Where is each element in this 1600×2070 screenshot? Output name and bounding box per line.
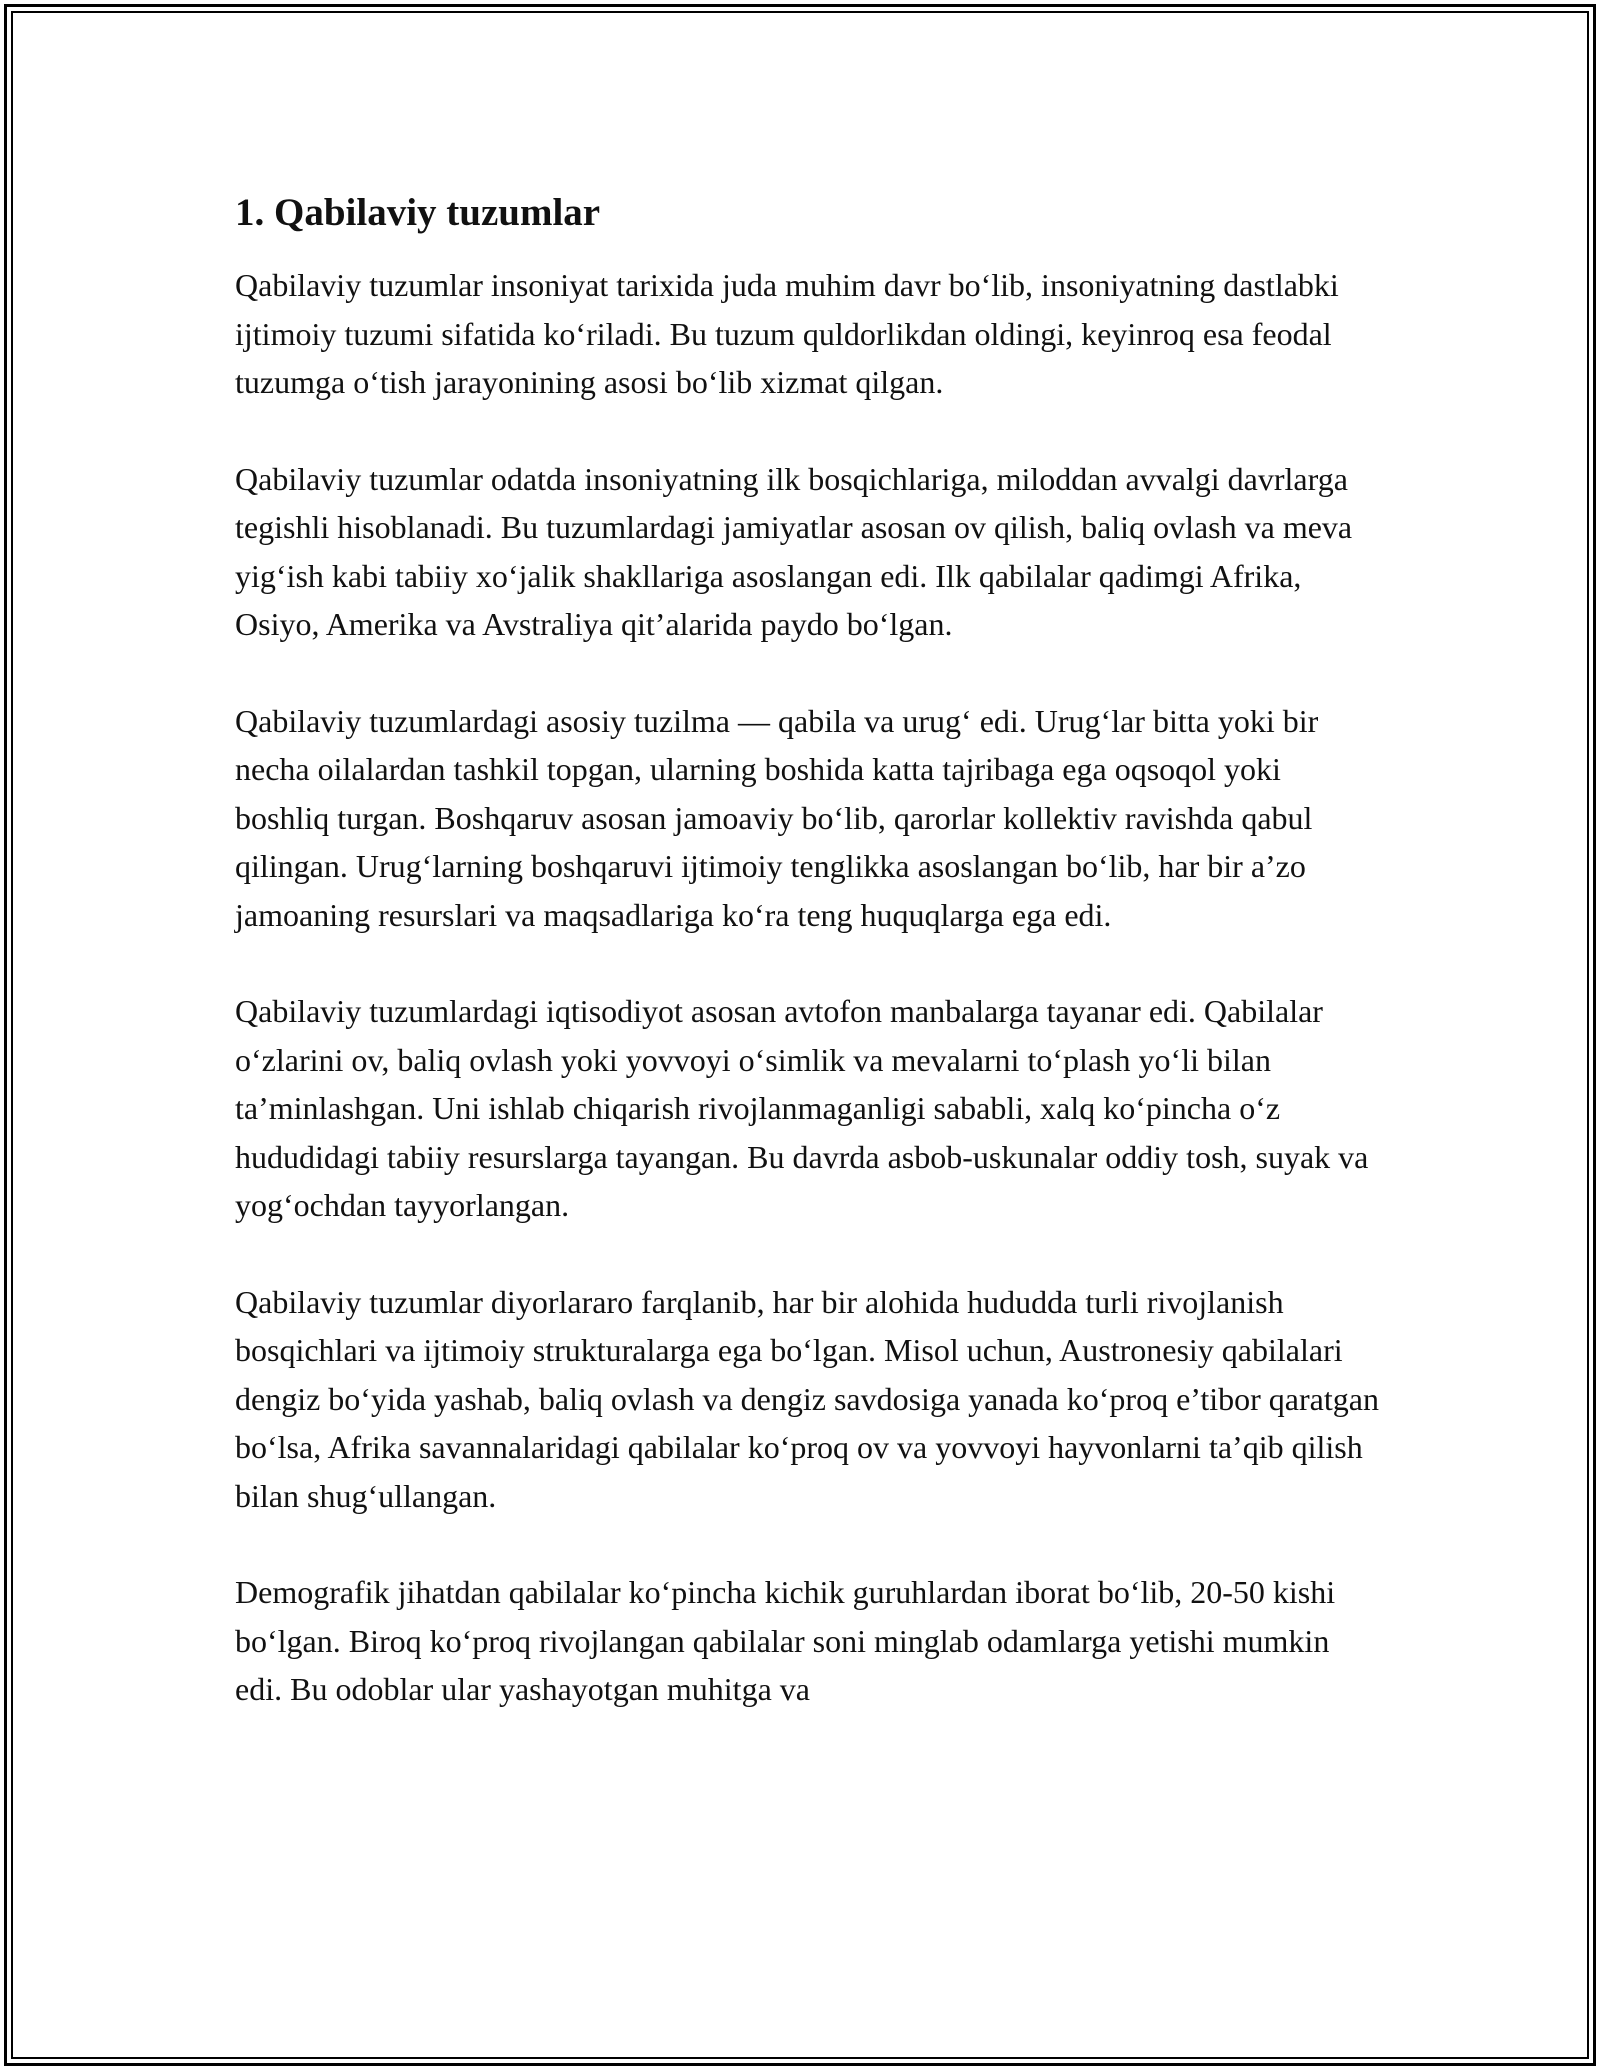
paragraph-5: Qabilaviy tuzumlar diyorlararo farqlanib, har bir alohida hududda turli rivojlanish bosqichlari va ijtimoiy strukturalarga ega bo‘lgan. Misol uchun, Austronesiy qabilalari dengiz bo‘yida yashab, baliq ovlash va dengiz savdosiga yanada ko‘proq e’tibor qaratgan bo‘lsa, Afrika savannalaridagi qabilalar ko‘proq ov va yovvoyi hayvonlarni ta’qib qilish bilan shug‘ullangan. [235,1283,1379,1514]
section-heading: 1. Qabilaviy tuzumlar [235,191,601,234]
paragraph-4: Qabilaviy tuzumlardagi iqtisodiyot asosan avtofon manbalarga tayanar edi. Qabilalar o‘zlarini ov, baliq ovlash yoki yovvoyi o‘simlik va mevalarni to‘plash yo‘li bilan ta’minlashgan. Uni ishlab chiqarish rivojlanmaganligi sababli, xalq ko‘pincha o‘z hududidagi tabiiy resurslarga tayangan. Bu davrda asbob-uskunalar oddiy tosh, suyak va yog‘ochdan tayyorlangan. [235,993,1369,1223]
paragraph-6: Demografik jihatdan qabilalar ko‘pincha kichik guruhlardan iborat bo‘lib, 20-50 kishi bo‘lgan. Biroq ko‘proq rivojlangan qabilalar soni minglab odamlarga yetishi mumkin edi. Bu odoblar ular yashayotgan muhitga va [235,1574,1336,1707]
paragraph-2: Qabilaviy tuzumlar odatda insoniyatning ilk bosqichlariga, miloddan avvalgi davrlarga tegishli hisoblanadi. Bu tuzumlardagi jamiyatlar asosan ov qilish, baliq ovlash va meva yig‘ish kabi tabiiy xo‘jalik shakllariga asoslangan edi. Ilk qabilalar qadimgi Afrika, Osiyo, Amerika va Avstraliya qit’alarida paydo bo‘lgan. [235,460,1353,642]
document-body [235,185,1380,1762]
paragraph-1: Qabilaviy tuzumlar insoniyat tarixida juda muhim davr bo‘lib, insoniyatning dastlabki ijtimoiy tuzumi sifatida ko‘riladi. Bu tuzum quldorlikdan oldingi, keyinroq esa feodal tuzumga o‘tish jarayonining asosi bo‘lib xizmat qilgan. [235,267,1339,400]
paragraph-3: Qabilaviy tuzumlardagi asosiy tuzilma — qabila va urug‘ edi. Urug‘lar bitta yoki bir necha oilalardan tashkil topgan, ularning boshida katta tajribaga ega oqsoqol yoki boshliq turgan. Boshqaruv asosan jamoaviy bo‘lib, qarorlar kollektiv ravishda qabul qilingan. Urug‘larning boshqaruvi ijtimoiy tenglikka asoslangan bo‘lib, har bir a’zo jamoaning resurslari va maqsadlariga ko‘ra teng huquqlarga ega edi. [235,702,1319,933]
